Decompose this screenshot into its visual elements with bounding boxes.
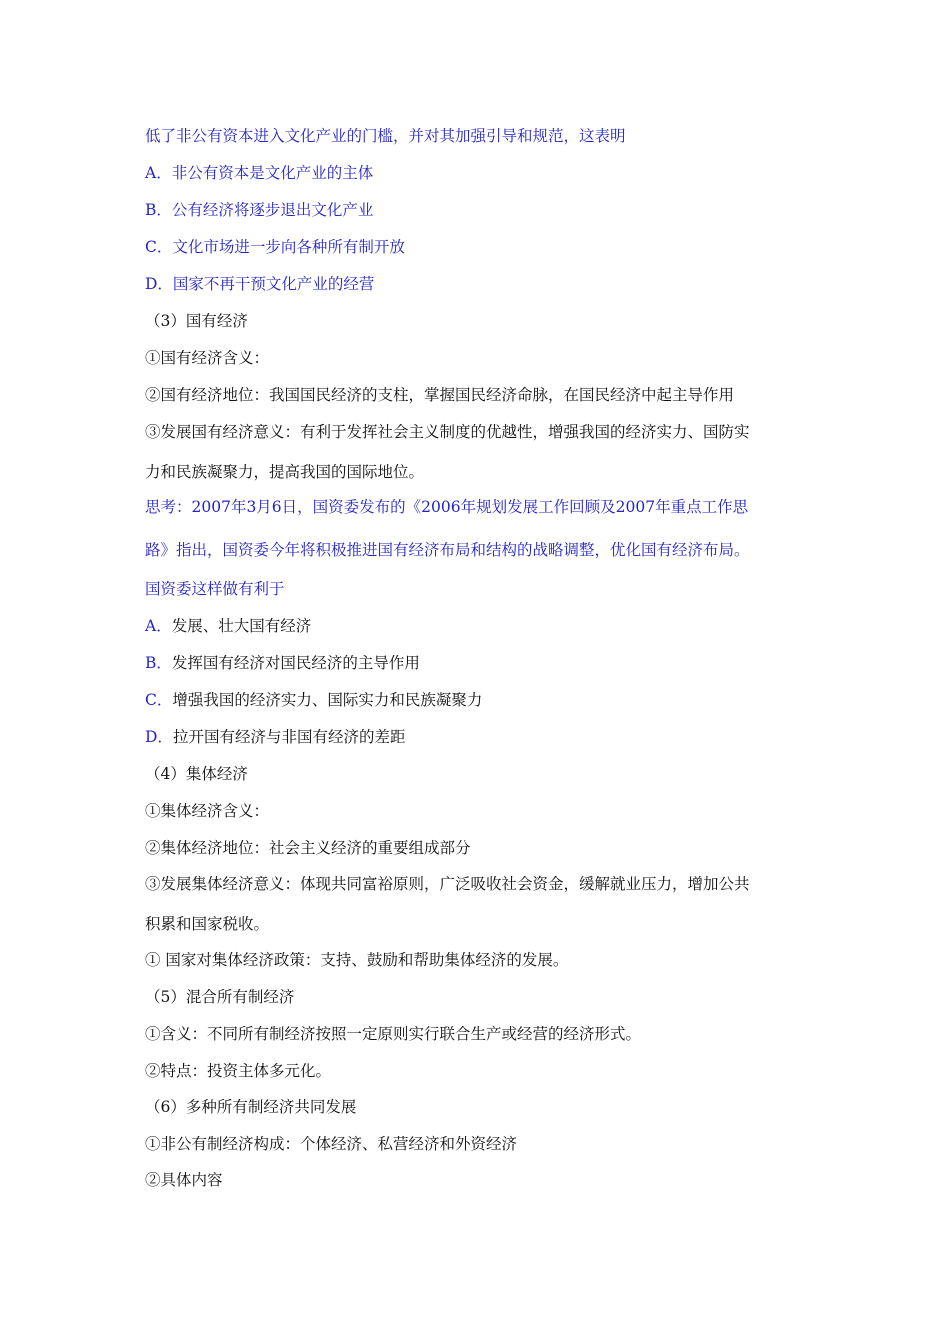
- thinking-option-d: [145, 727, 405, 747]
- thinking-option-c: [145, 690, 482, 710]
- thinking-option-b-letter: B．: [145, 654, 172, 672]
- thinking-option-b: [145, 653, 420, 673]
- collective-economy-significance: ③发展集体经济意义：体现共同富裕原则，广泛吸收社会资金，缓解就业压力，增加公共: [145, 875, 750, 893]
- section-heading-state-economy: （3）国有经济: [145, 312, 248, 330]
- collective-economy-policy: ① 国家对集体经济政策：支持、鼓励和帮助集体经济的发展。: [145, 951, 569, 969]
- mixed-ownership-feature: ②特点：投资主体多元化。: [145, 1062, 332, 1080]
- thinking-question-line-1: 思考：2007年3月6日，国资委发布的《2006年规划发展工作回顾及2007年重点工作思: [145, 498, 749, 516]
- mixed-ownership-definition: ①含义：不同所有制经济按照一定原则实行联合生产或经营的经济形式。: [145, 1025, 642, 1043]
- option-b: B．公有经济将逐步退出文化产业: [145, 201, 374, 219]
- thinking-question-line-2: 路》指出，国资委今年将积极推进国有经济布局和结构的战略调整，优化国有经济布局。: [145, 541, 750, 559]
- state-economy-significance: ③发展国有经济意义：有利于发挥社会主义制度的优越性，增强我国的经济实力、国防实: [145, 423, 750, 441]
- thinking-option-d-letter: D．: [145, 728, 173, 746]
- thinking-option-c-letter: C．: [145, 691, 173, 709]
- option-c: C．文化市场进一步向各种所有制开放: [145, 238, 405, 256]
- state-economy-status: ②国有经济地位：我国国民经济的支柱，掌握国民经济命脉，在国民经济中起主导作用: [145, 386, 735, 404]
- section-heading-common-development: （6）多种所有制经济共同发展: [145, 1098, 357, 1116]
- thinking-option-a-text: 发展、壮大国有经济: [171, 617, 312, 635]
- state-economy-definition: ①国有经济含义：: [145, 349, 270, 367]
- collective-economy-significance-continued: 积累和国家税收。: [145, 915, 270, 933]
- thinking-option-d-text: 拉开国有经济与非国有经济的差距: [172, 728, 406, 746]
- section-heading-mixed-ownership: （5）混合所有制经济: [145, 988, 295, 1006]
- state-economy-significance-continued: 力和民族凝聚力，提高我国的国际地位。: [145, 463, 425, 481]
- section-heading-collective-economy: （4）集体经济: [145, 765, 248, 783]
- question-stem-continuation: 低了非公有资本进入文化产业的门槛，并对其加强引导和规范，这表明: [145, 127, 626, 145]
- collective-economy-status: ②集体经济地位：社会主义经济的重要组成部分: [145, 839, 471, 857]
- thinking-question-line-3: 国资委这样做有利于: [145, 580, 285, 598]
- non-public-economy-composition: ①非公有制经济构成：个体经济、私营经济和外资经济: [145, 1135, 518, 1153]
- thinking-option-a-letter: A．: [145, 617, 172, 635]
- thinking-option-b-text: 发挥国有经济对国民经济的主导作用: [171, 654, 420, 672]
- thinking-option-a: [145, 616, 311, 636]
- option-a: A．非公有资本是文化产业的主体: [145, 164, 374, 182]
- collective-economy-definition: ①集体经济含义：: [145, 802, 270, 820]
- specific-content: ②具体内容: [145, 1171, 223, 1189]
- option-d: D．国家不再干预文化产业的经营: [145, 275, 375, 293]
- thinking-option-c-text: 增强我国的经济实力、国际实力和民族凝聚力: [172, 691, 483, 709]
